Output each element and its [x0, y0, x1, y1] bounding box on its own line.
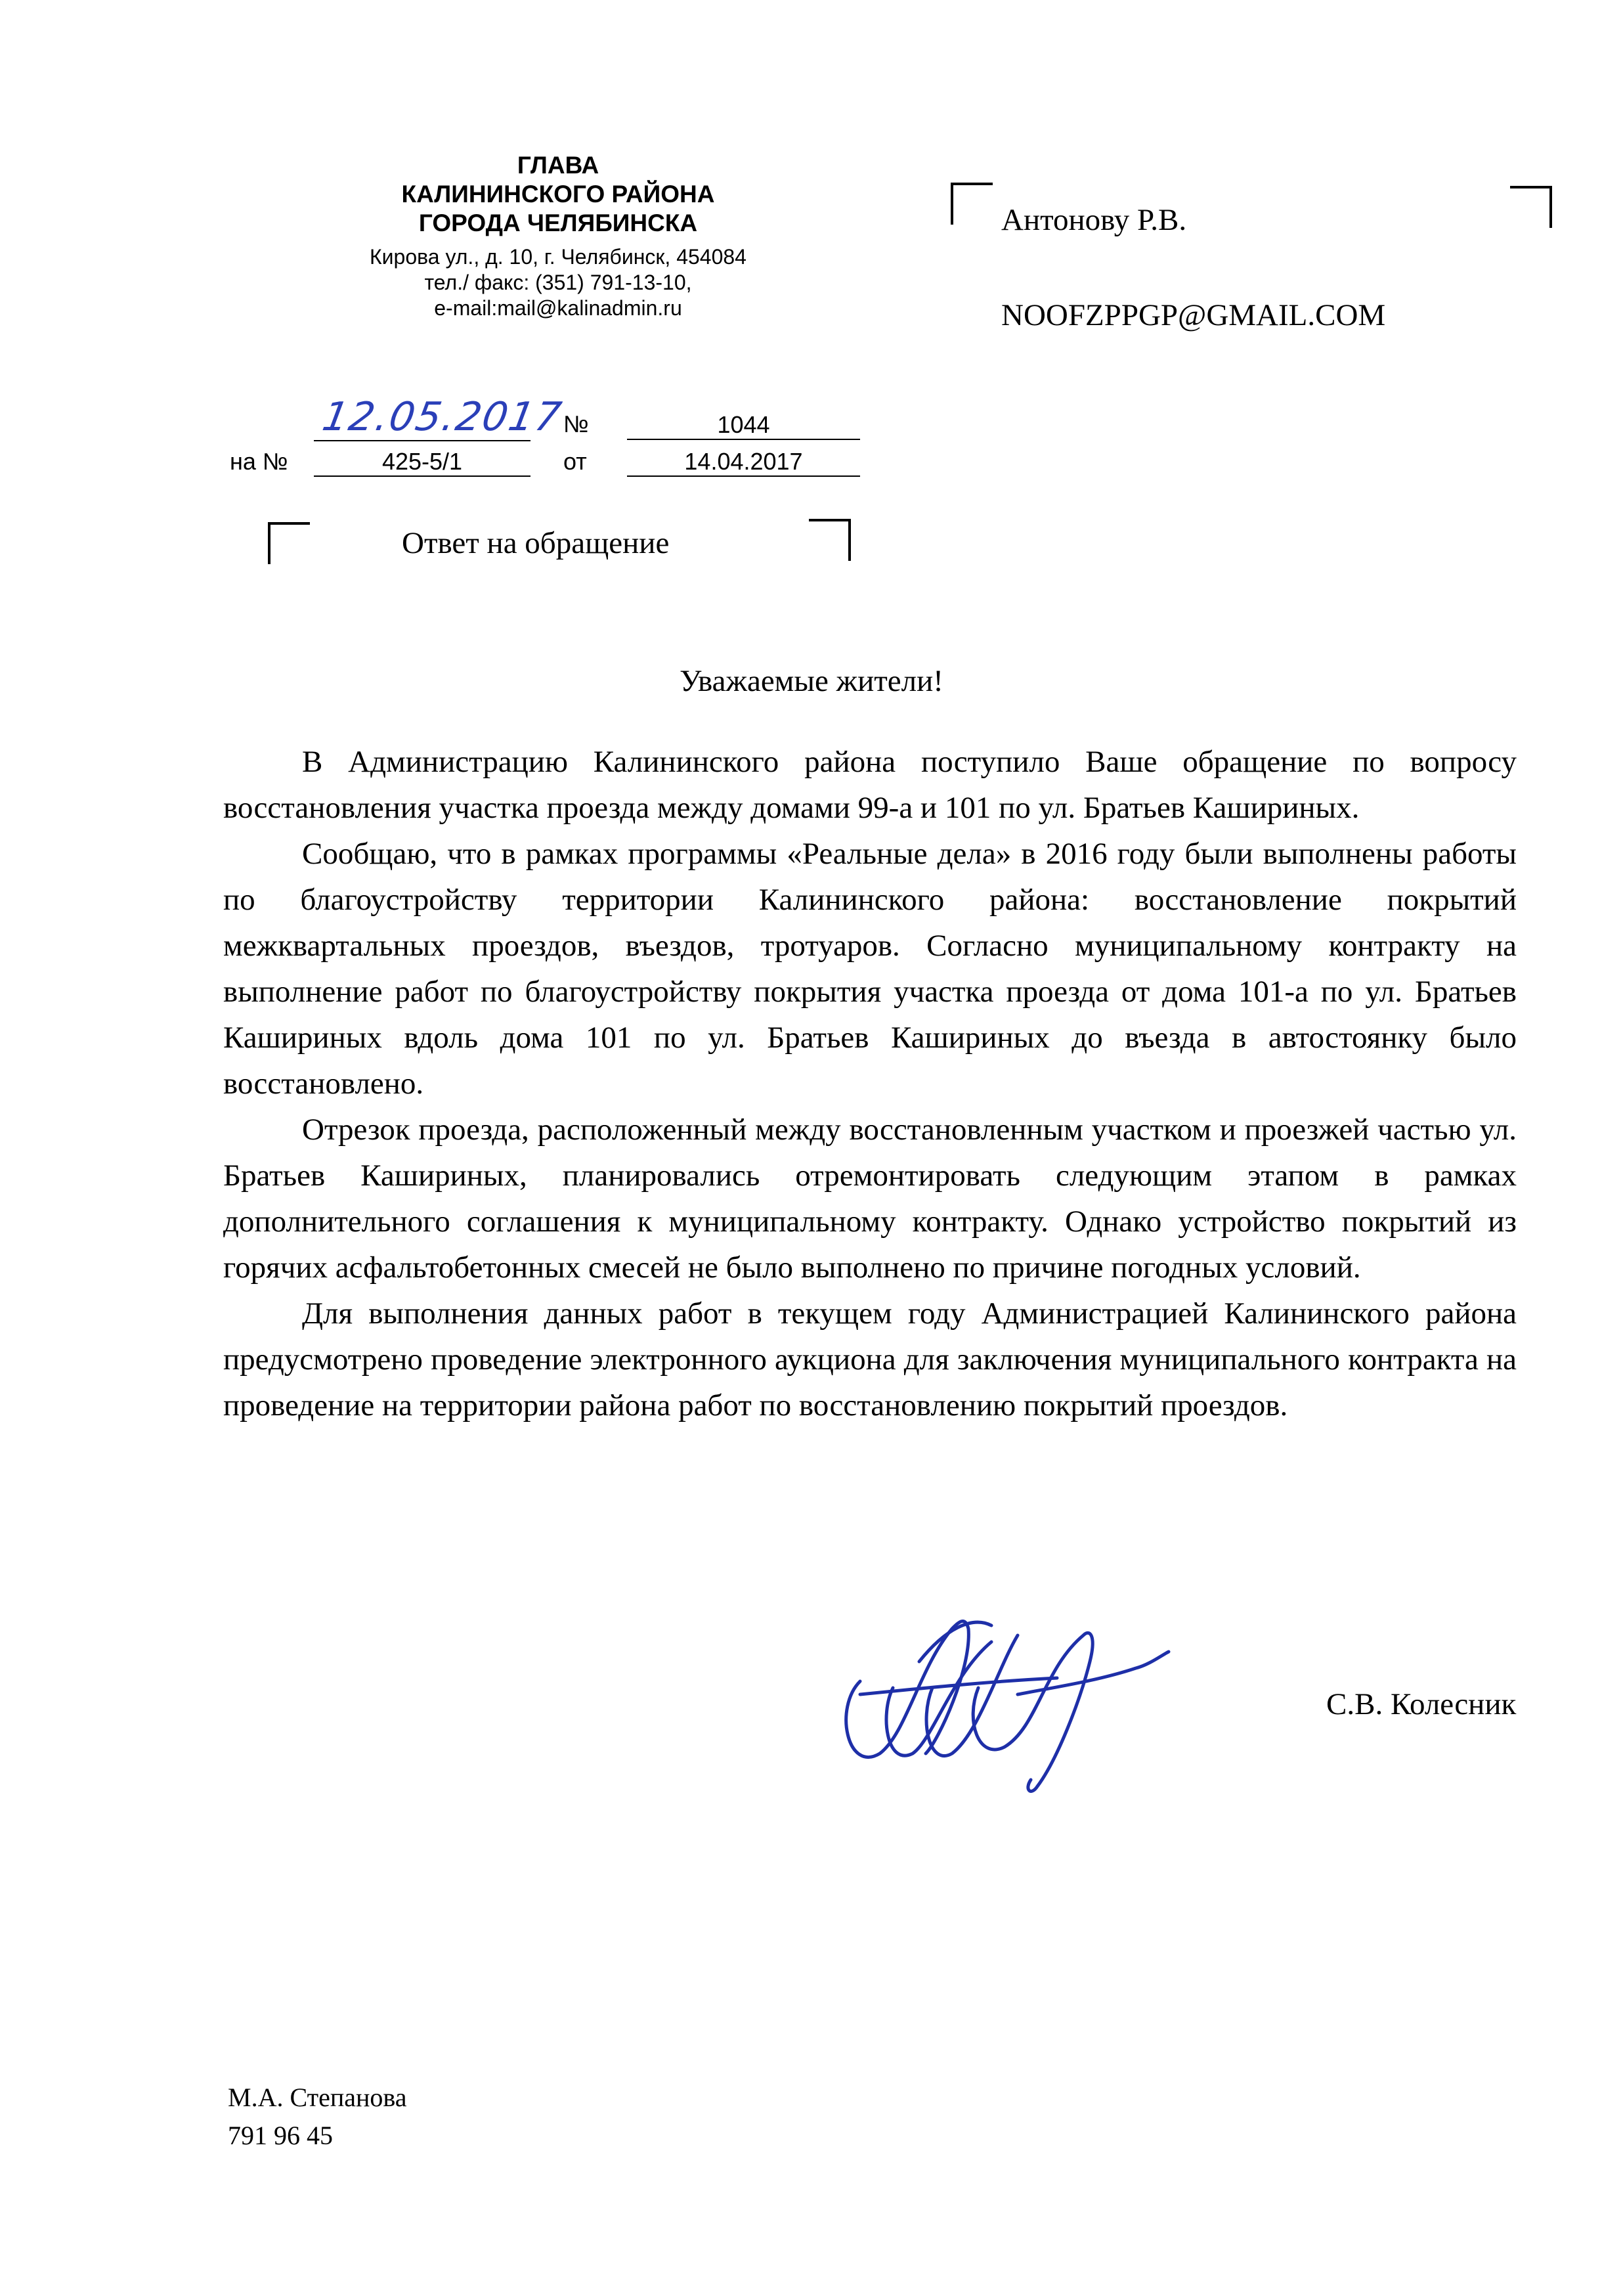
letterhead-address: Кирова ул., д. 10, г. Челябинск, 454084: [370, 245, 747, 269]
subject-corner-mark-left: [268, 522, 310, 564]
executor-phone: 791 96 45: [228, 2121, 333, 2150]
executor-name: М.А. Степанова: [228, 2083, 407, 2112]
registration-number-label: №: [563, 410, 589, 437]
body-paragraph: Для выполнения данных работ в текущем году Администрацией Калининского района предусмотрено проведение электронного аукциона для заключения муниципального контракта на проведение на территории района работ по восстановлению покрытий проездов.: [223, 1296, 1517, 1423]
reference-date: 14.04.2017: [627, 448, 860, 477]
body-paragraph: В Администрацию Калининского района поступило Ваше обращение по вопросу восстановления участка проезда между домами 99-а и 101 по ул. Братьев Кашириных.: [223, 745, 1517, 825]
registration-number: 1044: [627, 411, 860, 440]
salutation: Уважаемые жители!: [680, 664, 943, 698]
body-paragraph: Отрезок проезда, расположенный между восстановленным участком и проезжей частью ул. Братьев Кашириных, планировались отремонтировать следующим этапом в рамках дополнительного соглашения к муниципальному контракту. Однако устройство покрытий из горячих асфальтобетонных смесей не было выполнено по причине погодных условий.: [223, 1113, 1517, 1285]
letter-body: [223, 739, 1517, 1428]
handwritten-signature: [821, 1589, 1188, 1799]
executor-block: [228, 2079, 407, 2155]
letterhead-title-line3: ГОРОДА ЧЕЛЯБИНСКА: [418, 210, 698, 236]
registration-date-handwritten: 12.05.2017: [318, 394, 566, 440]
reference-number: 425-5/1: [314, 448, 530, 477]
letterhead-title-line2: КАЛИНИНСКОГО РАЙОНА: [401, 181, 715, 208]
body-paragraph: Сообщаю, что в рамках программы «Реальные дела» в 2016 году были выполнены работы по благоустройству территории Калининского района: восстановление покрытий межквартальных проездов, въездов, тротуаров. Согласно муниципальному контракту на выполнение работ по благоустройству покрытия участка проезда от дома 101-а по ул. Братьев Кашириных вдоль дома 101 по ул. Братьев Кашириных до въезда в автостоянку было восстановлено.: [223, 837, 1517, 1101]
subject-corner-mark-right: [809, 519, 851, 561]
subject-line: Ответ на обращение: [402, 526, 670, 560]
letterhead-title-line1: ГЛАВА: [517, 152, 599, 179]
recipient-corner-mark-right: [1510, 186, 1552, 228]
letterhead-phone: тел./ факс: (351) 791-13-10,: [424, 271, 692, 294]
reference-date-label: от: [563, 448, 587, 475]
recipient-email: NOOFZPPGP@GMAIL.COM: [1001, 298, 1386, 332]
recipient-block: [1001, 197, 1385, 387]
recipient-name: Антонову Р.В.: [1001, 203, 1187, 237]
registration-date-line: [314, 427, 530, 441]
signer-name: С.В. Колесник: [1326, 1687, 1517, 1721]
recipient-corner-mark-left: [951, 183, 993, 225]
letterhead: [236, 151, 880, 321]
letterhead-email: e-mail:mail@kalinadmin.ru: [434, 296, 682, 320]
reference-number-label: на №: [230, 448, 288, 475]
